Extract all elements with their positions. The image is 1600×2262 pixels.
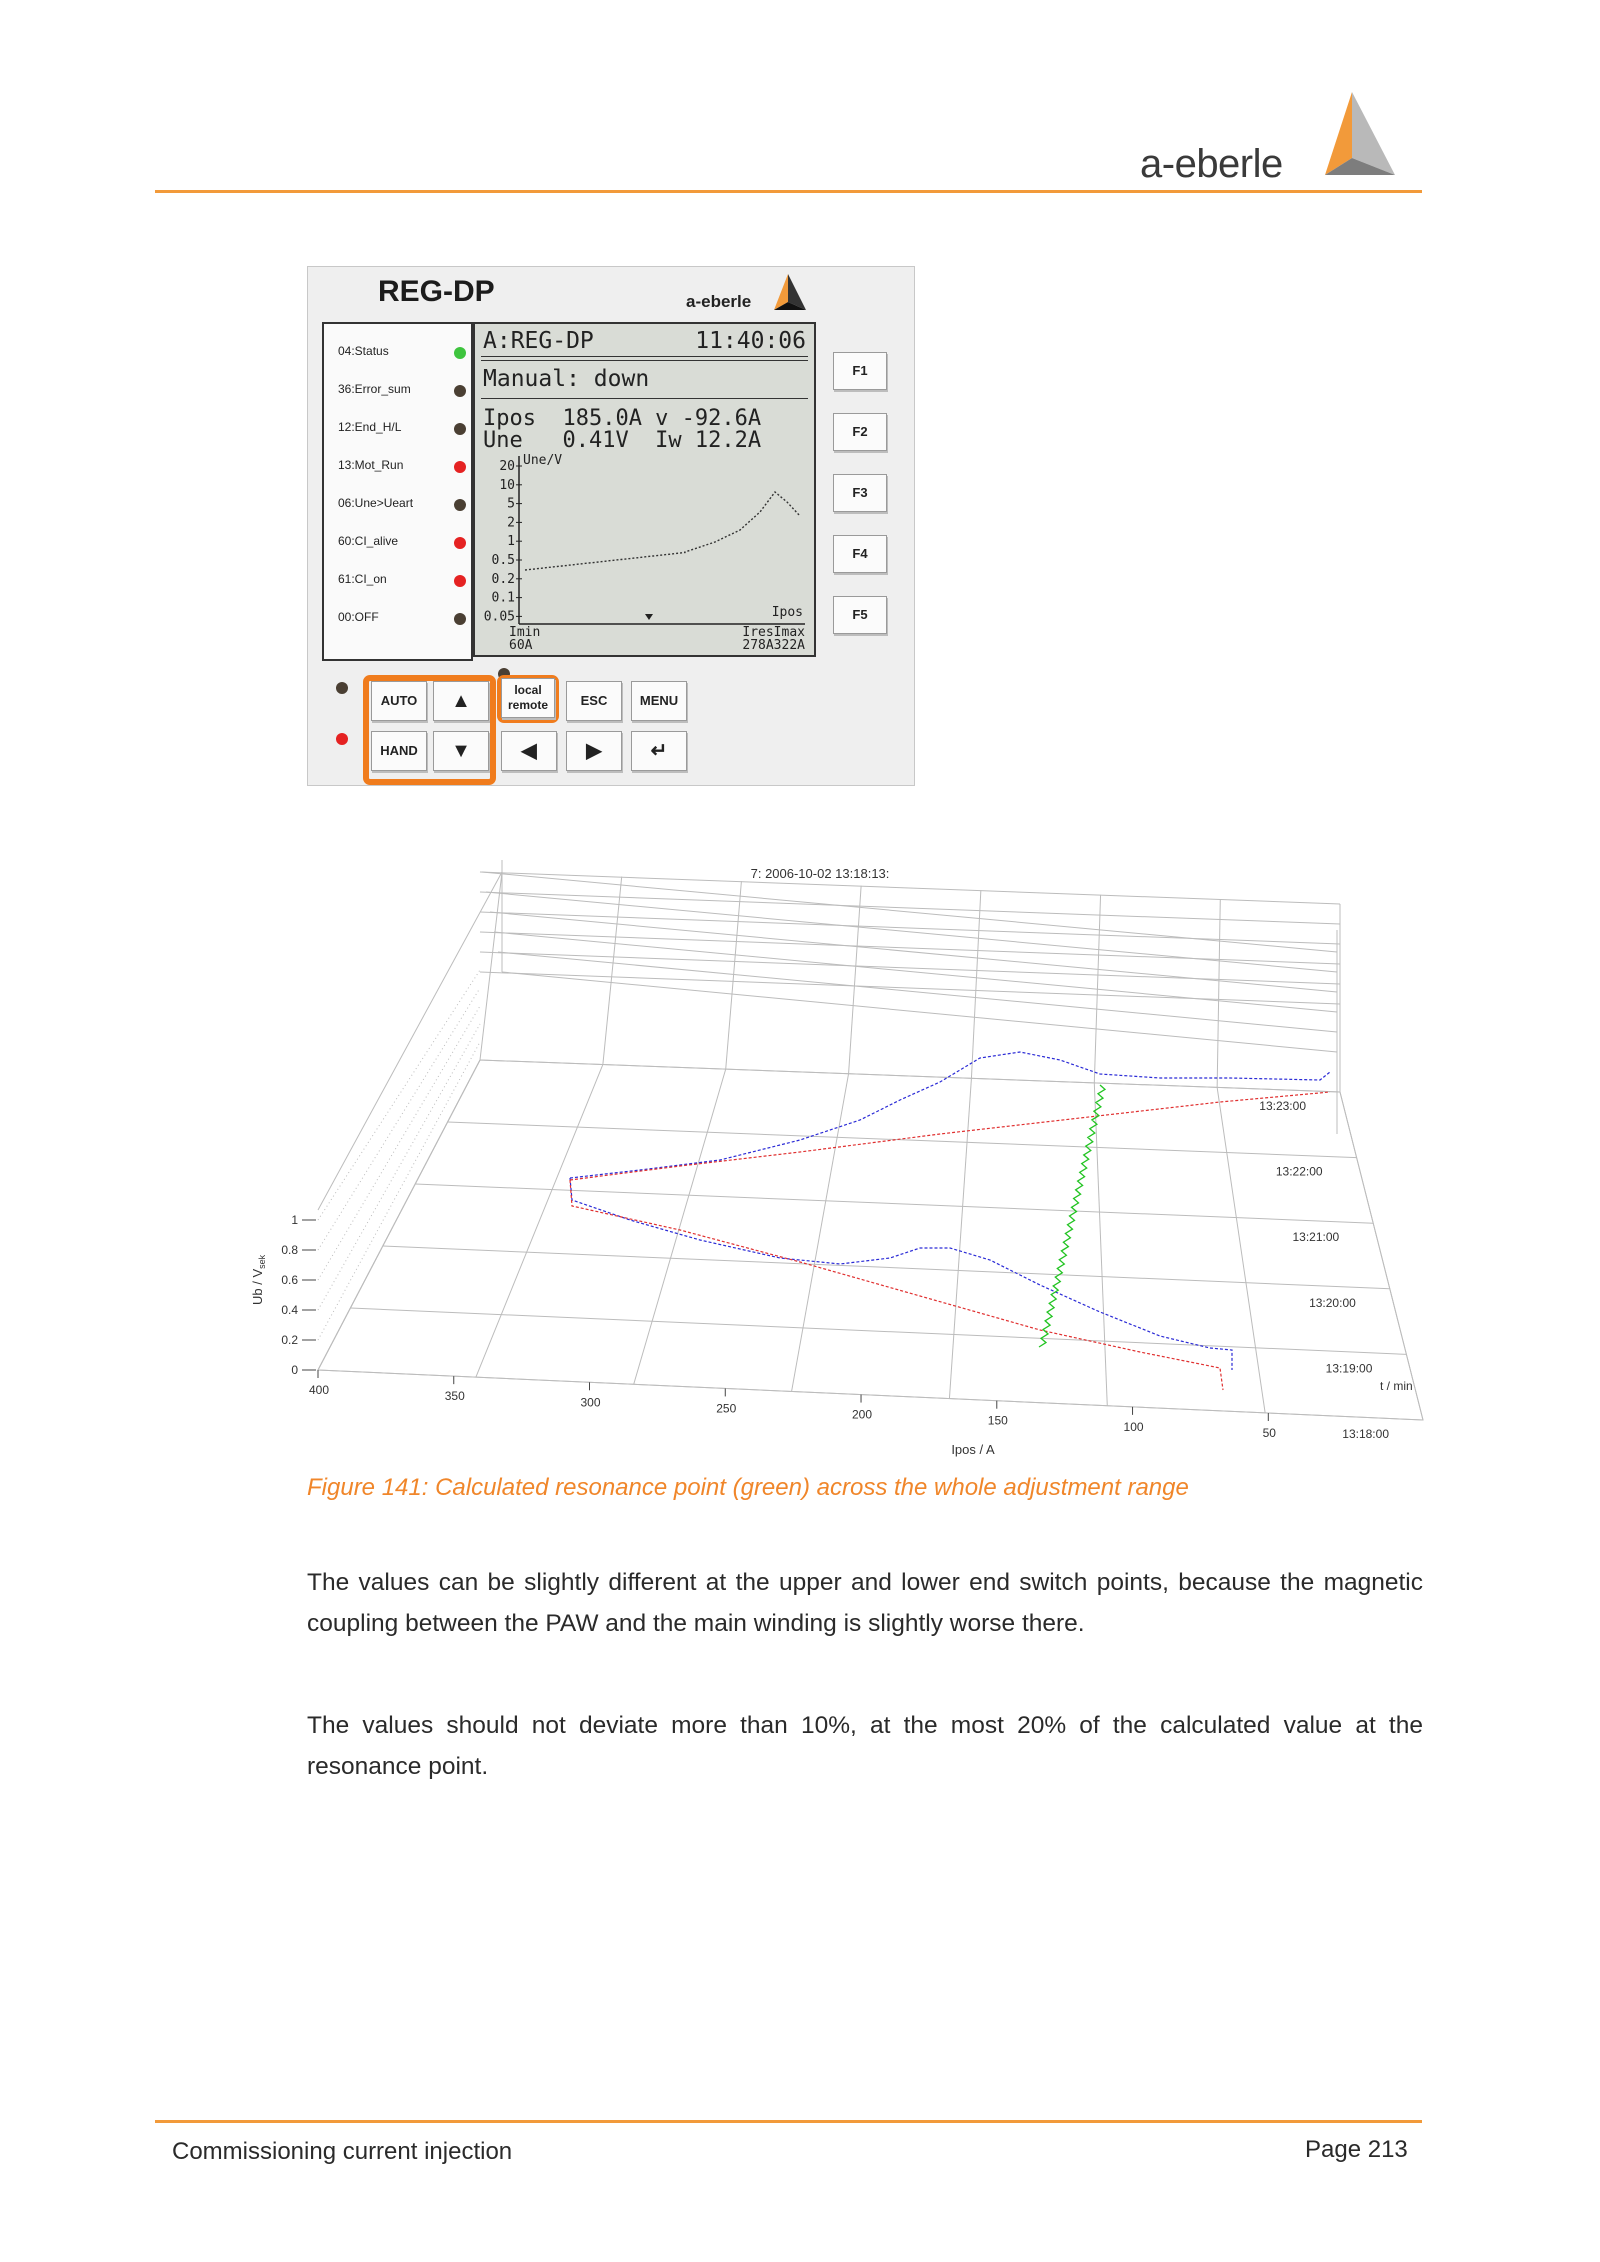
- footer-divider: [155, 2120, 1422, 2123]
- x-tick-label: 250: [716, 1401, 737, 1416]
- green-resonance-curve: [1039, 1085, 1105, 1347]
- x-tick-label: 150: [987, 1413, 1008, 1428]
- lcd-x-label: Ipos: [771, 605, 803, 620]
- function-key-f5[interactable]: F5: [833, 596, 887, 634]
- down-arrow-button[interactable]: ▼: [433, 731, 489, 771]
- led-12-end-h-l: [338, 420, 466, 440]
- reg-dp-device-panel: [307, 266, 915, 786]
- lcd-y-tick: 20: [499, 459, 515, 474]
- time-axis-label: t / min: [1380, 1379, 1413, 1393]
- led-04-status: [338, 344, 466, 364]
- led-13-mot-run: [338, 458, 466, 478]
- lcd-ires-imax: 278A322A: [742, 638, 805, 653]
- figure-caption: Figure 141: Calculated resonance point (green) across the whole adjustment range: [307, 1474, 1189, 1501]
- hand-led: [336, 733, 348, 745]
- footer-page-number: Page 213: [1305, 2136, 1408, 2163]
- hand-button[interactable]: HAND: [371, 731, 427, 771]
- lcd-time: 11:40:06: [695, 328, 806, 354]
- x-tick-label: 100: [1123, 1419, 1144, 1434]
- header-divider: [155, 190, 1422, 193]
- lcd-y-tick: 0.5: [491, 553, 515, 568]
- function-key-f3[interactable]: F3: [833, 474, 887, 512]
- esc-button[interactable]: ESC: [566, 681, 622, 721]
- right-arrow-button[interactable]: ▶: [566, 731, 622, 771]
- y-tick-label: 0.4: [281, 1303, 298, 1317]
- led-00-off: [338, 610, 466, 630]
- logo-triangle-icon: [1305, 90, 1400, 180]
- y-tick-label: 0.6: [281, 1273, 298, 1287]
- time-tick-label: 13:19:00: [1325, 1361, 1373, 1376]
- lcd-ires-imax: IresImax: [742, 625, 805, 640]
- lcd-line-une: Une 0.41V Iw 12.2A: [483, 428, 762, 453]
- led-label: 00:OFF: [338, 610, 379, 624]
- paragraph-1: The values can be slightly different at the upper and lower end switch points, because the magnetic coupling between the PAW and the main winding is slightly worse there.: [307, 1569, 1423, 1637]
- paragraph-2: The values should not deviate more than 10%, at the most 20% of the calculated value at the resonance point.: [307, 1712, 1423, 1780]
- red-curve-lower: [570, 1180, 1223, 1390]
- led-label: 06:Une>Ueart: [338, 496, 414, 510]
- x-tick-label: 350: [444, 1389, 465, 1404]
- left-arrow-button[interactable]: ◀: [501, 731, 557, 771]
- logo-text: a-eberle: [1140, 142, 1283, 186]
- red-curve-upper: [570, 1092, 1330, 1180]
- time-tick-label: 13:21:00: [1292, 1230, 1340, 1245]
- device-brand: a-eberle: [686, 292, 752, 311]
- led-60-ci-alive: [338, 534, 466, 554]
- led-panel: [322, 322, 473, 661]
- time-tick-label: 13:23:00: [1259, 1099, 1306, 1113]
- device-title: REG-DP: [378, 275, 495, 308]
- led-06-une-ueart: [338, 496, 466, 516]
- menu-button[interactable]: MENU: [631, 681, 687, 721]
- led-label: 61:CI_on: [338, 572, 387, 586]
- led-label: 13:Mot_Run: [338, 458, 404, 472]
- blue-curve-lower: [570, 1178, 1232, 1370]
- enter-button[interactable]: ↵: [631, 731, 687, 771]
- y-tick-label: 1: [291, 1213, 298, 1227]
- led-label: 12:End_H/L: [338, 420, 402, 434]
- function-key-f1[interactable]: F1: [833, 352, 887, 390]
- function-key-f2[interactable]: F2: [833, 413, 887, 451]
- lcd-y-tick: 0.1: [491, 590, 515, 606]
- auto-led: [336, 682, 348, 694]
- led-36-error-sum: [338, 382, 466, 402]
- x-tick-label: 200: [852, 1407, 873, 1422]
- led-label: 60:CI_alive: [338, 534, 399, 548]
- led-indicator: [454, 575, 466, 587]
- chart-title: 7: 2006-10-02 13:18:13:: [750, 866, 890, 881]
- device-brand-icon: [768, 272, 808, 312]
- up-arrow-button[interactable]: ▲: [433, 681, 489, 721]
- y-axis-label: Ub / $V_{sek}$: [250, 1254, 267, 1305]
- local-remote-button[interactable]: local remote: [501, 678, 555, 718]
- footer-section-title: Commissioning current injection: [172, 2138, 513, 2165]
- time-tick-label: 13:22:00: [1275, 1164, 1323, 1179]
- led-label: 36:Error_sum: [338, 382, 411, 396]
- lcd-y-tick: 0.05: [483, 609, 515, 625]
- led-indicator: [454, 385, 466, 397]
- lcd-y-label: Une/V: [523, 453, 563, 468]
- lcd-line-ipos: Ipos 185.0A v -92.6A: [483, 406, 762, 431]
- x-axis-label: Ipos / A: [951, 1442, 995, 1457]
- lcd-y-tick: 2: [507, 515, 515, 531]
- resonance-3d-plot: [250, 860, 1420, 1460]
- lcd-mode: Manual: down: [483, 366, 650, 392]
- lcd-display: [473, 322, 816, 657]
- led-indicator: [454, 423, 466, 435]
- lcd-imin: 60A: [509, 638, 533, 653]
- auto-button[interactable]: AUTO: [371, 681, 427, 721]
- x-tick-label: 50: [1262, 1426, 1276, 1440]
- led-label: 04:Status: [338, 344, 389, 358]
- lcd-plot: [475, 452, 814, 655]
- lcd-curve: [525, 492, 800, 570]
- led-indicator: [454, 537, 466, 549]
- led-indicator: [454, 613, 466, 625]
- x-tick-label: 400: [308, 1383, 330, 1397]
- lcd-imin: Imin: [509, 625, 541, 640]
- time-tick-label: 13:18:00: [1342, 1427, 1389, 1441]
- lcd-y-tick: 1: [507, 534, 515, 550]
- led-indicator: [454, 347, 466, 359]
- lcd-marker-icon: [645, 614, 653, 620]
- function-key-f4[interactable]: F4: [833, 535, 887, 573]
- y-tick-label: 0.2: [281, 1333, 298, 1347]
- lcd-title: A:REG-DP: [483, 328, 594, 354]
- lcd-y-tick: 0.2: [491, 571, 515, 587]
- lcd-y-tick: 10: [499, 477, 515, 493]
- led-indicator: [454, 499, 466, 511]
- lcd-y-tick: 5: [507, 496, 515, 512]
- y-tick-label: 0.8: [281, 1243, 298, 1257]
- x-tick-label: 300: [580, 1395, 601, 1410]
- blue-curve-upper: [570, 1052, 1330, 1178]
- a-eberle-logo: [1140, 90, 1410, 185]
- led-61-ci-on: [338, 572, 466, 592]
- led-indicator: [454, 461, 466, 473]
- y-tick-label: 0: [291, 1363, 298, 1377]
- time-tick-label: 13:20:00: [1309, 1295, 1356, 1310]
